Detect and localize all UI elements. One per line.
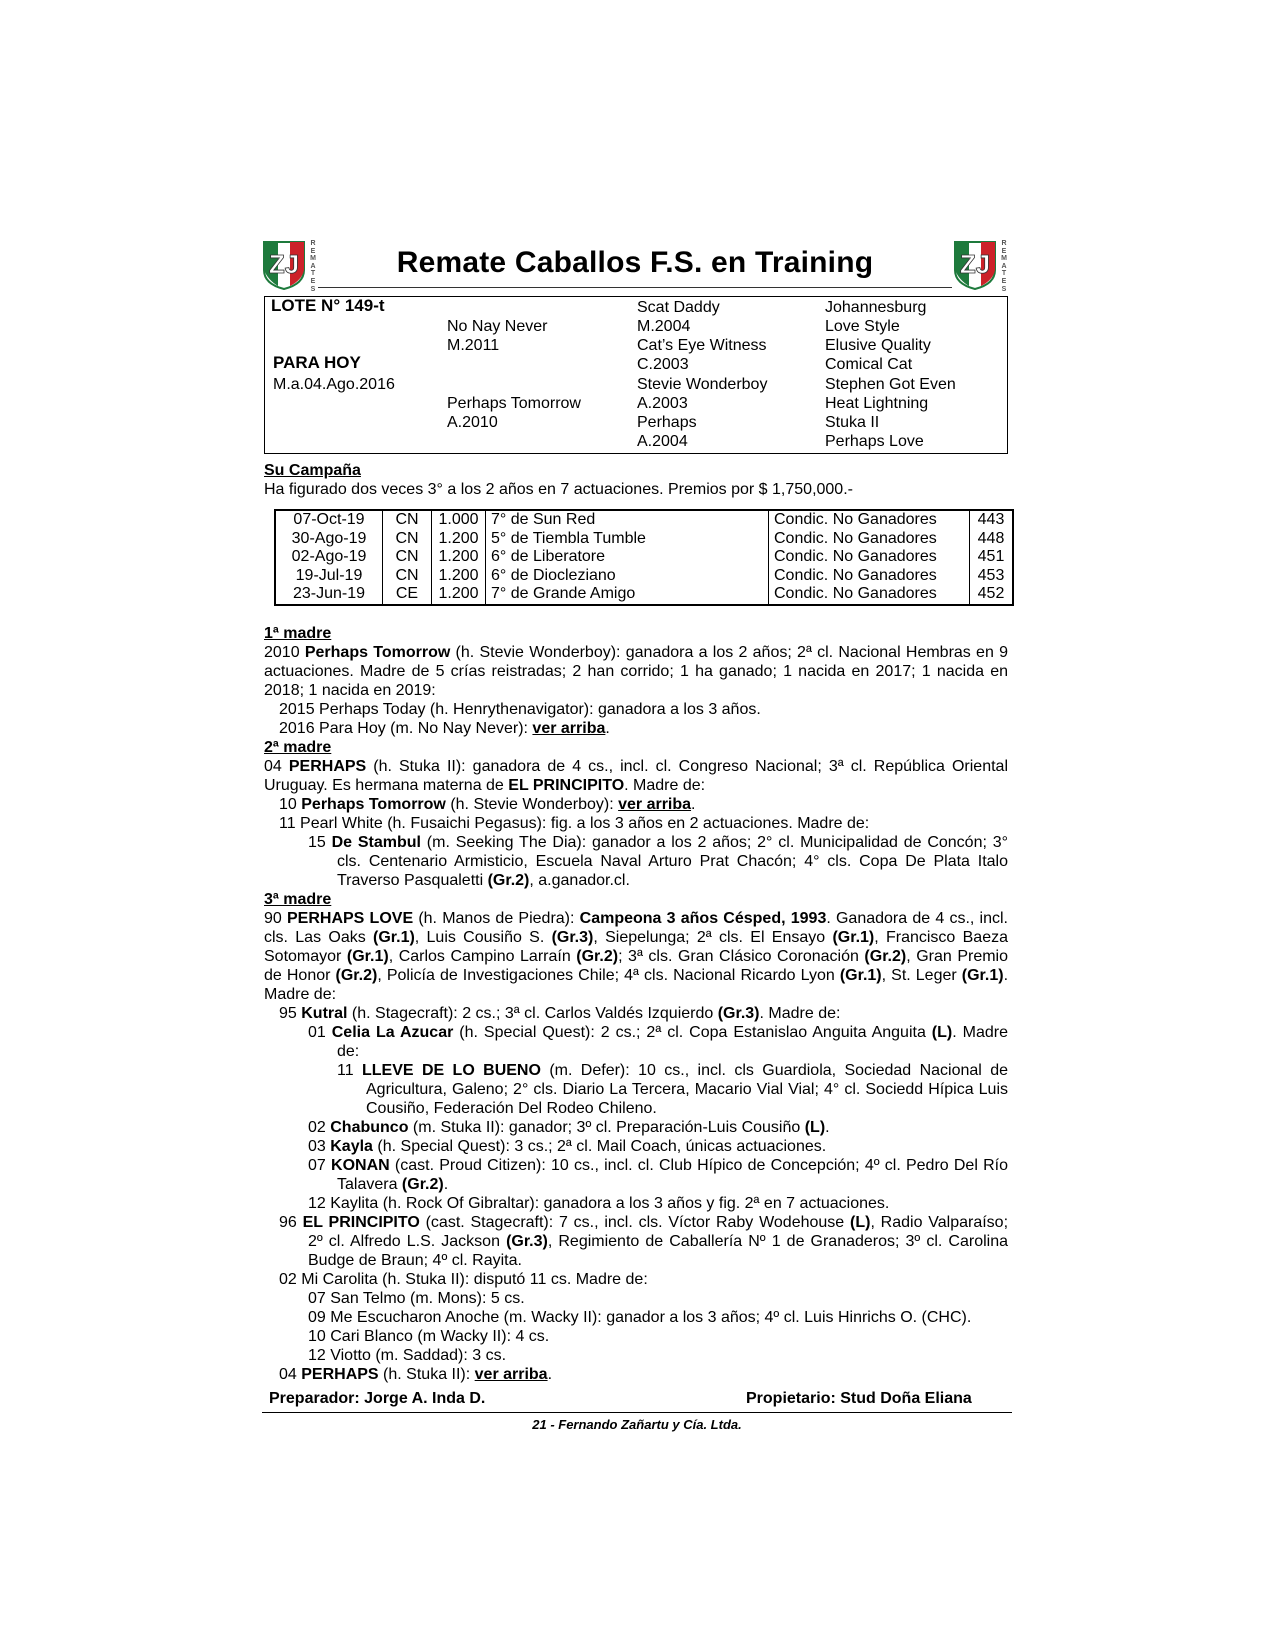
grade: (Gr.3) — [506, 1233, 548, 1250]
text: 04 — [264, 758, 289, 775]
text: (m. Defer): 10 cs., incl. cls Guardiola, Sociedad Nacional de Agricultura, Galeno; 2° cls. Diario La Tercera, Macario Vial Vial; 4° cl. Sociedd Hípica Luis Cousiño, Federación Del Rodeo Chileno. — [366, 1062, 1009, 1117]
gen2-desc: C.2003 — [637, 356, 689, 373]
second-dam-heading: 2ª madre — [264, 739, 332, 756]
trainer: Preparador: Jorge A. Inda D. — [269, 1390, 486, 1407]
text: . Ganadora de 4 cs., incl. cls. Las Oaks — [264, 910, 1009, 946]
text: , Luis Cousiño S. — [414, 929, 552, 946]
race-condition: Condic. No Ganadores — [769, 585, 970, 605]
gen3-name: Elusive Quality — [825, 337, 931, 354]
race-result: 7° de Grande Amigo — [486, 585, 769, 605]
grade: (Gr.1) — [961, 967, 1004, 984]
table-row — [275, 510, 1013, 530]
grade: (Gr.3) — [551, 929, 594, 946]
text: 10 — [279, 796, 302, 813]
text: . Madre de: — [759, 1005, 841, 1022]
race-condition: Condic. No Ganadores — [769, 510, 970, 530]
text: . Madre de: — [264, 967, 1009, 1003]
text: (cast. Stagecraft): 7 cs., incl. cls. Víctor Raby Wodehouse — [419, 1214, 850, 1231]
second-dam-paragraph — [264, 757, 1008, 795]
race-distance: 1.000 — [432, 510, 486, 530]
list-item — [279, 719, 610, 738]
footer-rule — [262, 1412, 1012, 1413]
text: (cast. Proud Citizen): 10 cs., incl. cl. Club Hípico de Concepción; 4º cl. Pedro Del Río Talavera — [337, 1157, 1008, 1193]
text: (m. Stuka II): ganador; 3º cl. Preparación-Luis Cousiño — [408, 1119, 805, 1136]
race-track: CN — [383, 530, 432, 549]
gen3-name: Perhaps Love — [825, 433, 924, 450]
grade: (Gr.2) — [487, 872, 530, 889]
race-condition: Condic. No Ganadores — [769, 567, 970, 586]
horse-desc: M.a.04.Ago.2016 — [273, 376, 395, 393]
text: , a.ganador.cl. — [529, 872, 630, 889]
logo-left — [262, 240, 320, 294]
logo-vertical-text: R E M A T E S — [1001, 240, 1007, 293]
text: (h. Stevie Wonderboy): ganadora a los 2 años; 2ª cl. Nacional Hembras en 9 actuaciones. Madre de 5 crías reistradas; 2 han corrido; 1 ha ganado; 1 nacida en 2017; 1 nacida en 2018; 1 nacida en 2019: — [264, 644, 1008, 699]
logo-vertical-text: R E M A T E S — [310, 240, 316, 293]
text: 07 — [308, 1157, 332, 1174]
text: ; 3ª cls. Gran Clásico Coronación — [618, 948, 865, 965]
race-date: 19-Jul-19 — [295, 566, 363, 584]
horse-name: LLEVE DE LO BUENO — [362, 1062, 541, 1079]
race-date: 23-Jun-19 — [292, 585, 366, 603]
grade: (L) — [804, 1119, 826, 1136]
sire-name: No Nay Never — [447, 318, 548, 335]
zj-shield-icon — [262, 240, 306, 290]
race-distance: 1.200 — [432, 567, 486, 586]
gen3-name: Stephen Got Even — [825, 376, 956, 393]
text: , Siepelunga; 2ª cls. El Ensayo — [593, 929, 833, 946]
text: 95 — [279, 1005, 302, 1022]
logo-right — [953, 240, 1011, 294]
horse-name: EL PRINCIPITO — [508, 777, 625, 794]
text: 04 — [279, 1366, 302, 1383]
list-item: 09 Me Escucharon Anoche (m. Wacky II): ganador a los 3 años; 4º cl. Luis Hinrichs O. (CHC). — [308, 1309, 972, 1326]
text: (h. Stevie Wonderboy): — [445, 796, 619, 813]
list-item: 10 Cari Blanco (m Wacky II): 4 cs. — [308, 1328, 550, 1345]
ver-arriba-link[interactable]: ver arriba — [474, 1366, 548, 1383]
list-item — [279, 1213, 1008, 1270]
gen2-desc: M.2004 — [637, 318, 691, 335]
text: . — [443, 1176, 449, 1193]
text: . Madre de: — [337, 1024, 1008, 1060]
list-item — [308, 1118, 830, 1137]
horse-name: Chabunco — [330, 1119, 409, 1136]
text: , Gran Premio de Honor — [264, 948, 1008, 984]
gen3-name: Comical Cat — [825, 356, 913, 373]
horse-name: KONAN — [331, 1157, 390, 1174]
list-item — [337, 1061, 1008, 1118]
table-row — [275, 585, 1013, 605]
text: 90 — [264, 910, 287, 927]
race-result: 6° de Liberatore — [486, 548, 769, 567]
gen2-name: Stevie Wonderboy — [637, 376, 768, 393]
gen2-name: Scat Daddy — [637, 299, 720, 316]
grade: (Gr.1) — [839, 967, 882, 984]
race-track: CE — [383, 585, 432, 605]
list-item: 12 Kaylita (h. Rock Of Gibraltar): ganadora a los 3 años y fig. 2ª en 7 actuaciones. — [308, 1195, 890, 1212]
text: . — [547, 1366, 553, 1383]
grade: (Gr.2) — [335, 967, 378, 984]
text: , St. Leger — [881, 967, 962, 984]
grade: (Gr.2) — [864, 948, 907, 965]
svg-text:ZJ: ZJ — [268, 249, 300, 279]
text: 2016 Para Hoy (m. No Nay Never): — [279, 720, 533, 737]
horse-name: PARA HOY — [273, 353, 361, 372]
table-row — [275, 548, 1013, 567]
horse-name: Kutral — [301, 1005, 348, 1022]
grade: (Gr.1) — [373, 929, 415, 946]
gen2-desc: A.2004 — [637, 433, 688, 450]
grade: (L) — [850, 1214, 871, 1231]
table-row — [275, 530, 1013, 549]
race-track: CN — [383, 548, 432, 567]
race-distance: 1.200 — [432, 530, 486, 549]
grade: (L) — [931, 1024, 953, 1041]
list-item — [308, 1137, 826, 1156]
race-result: 7° de Sun Red — [486, 510, 769, 530]
list-item — [279, 1365, 552, 1384]
first-dam-heading: 1ª madre — [264, 625, 332, 642]
text: 15 — [308, 834, 332, 851]
race-weight: 448 — [970, 530, 1014, 549]
ver-arriba-link[interactable]: ver arriba — [532, 720, 606, 737]
race-result: 5° de Tiembla Tumble — [486, 530, 769, 549]
horse-name: Celia La Azucar — [331, 1024, 454, 1041]
race-track: CN — [383, 510, 432, 530]
gen2-desc: A.2003 — [637, 395, 688, 412]
list-item — [308, 1156, 1008, 1194]
text: . — [825, 1119, 830, 1136]
page-footer: 21 - Fernando Zañartu y Cía. Ltda. — [532, 1417, 742, 1432]
list-item: 12 Viotto (m. Saddad): 3 cs. — [308, 1347, 507, 1364]
text: 11 — [337, 1062, 362, 1079]
horse-name: PERHAPS LOVE — [287, 910, 414, 927]
race-weight: 452 — [970, 585, 1014, 605]
text: , Francisco Baeza Sotomayor — [264, 929, 1008, 965]
horse-name: PERHAPS — [288, 758, 367, 775]
dam-desc: A.2010 — [447, 414, 498, 431]
race-weight: 451 — [970, 548, 1014, 567]
race-distance: 1.200 — [432, 548, 486, 567]
gen2-name: Perhaps — [637, 414, 697, 431]
text: . — [605, 720, 610, 737]
race-result: 6° de Diocleziano — [486, 567, 769, 586]
list-item: 07 San Telmo (m. Mons): 5 cs. — [308, 1290, 525, 1307]
zj-shield-icon — [953, 240, 997, 290]
list-item — [279, 1004, 840, 1023]
text: (h. Stuka II): — [378, 1366, 475, 1383]
text: 96 — [279, 1214, 303, 1231]
text: , Policía de Investigaciones Chile; 4ª cls. Nacional Ricardo Lyon — [377, 967, 840, 984]
page-title: Remate Caballos F.S. en Training — [396, 246, 874, 279]
year: 2010 — [264, 644, 300, 661]
campaign-table — [274, 509, 1014, 606]
text: (h. Special Quest): 3 cs.; 2ª cl. Mail Coach, únicas actuaciones. — [372, 1138, 827, 1155]
race-condition: Condic. No Ganadores — [769, 548, 970, 567]
grade: (Gr.1) — [346, 948, 389, 965]
pedigree-box — [264, 296, 1008, 454]
campaign-summary: Ha figurado dos veces 3° a los 2 años en 7 actuaciones. Premios por $ 1,750,000.- — [264, 481, 853, 498]
text: (m. Seeking The Dia): ganador a los 2 años; 2° cl. Municipalidad de Concón; 3° cls. Centenario Armisticio, Escuela Naval Arturo Prat Chacón; 4° cls. Copa De Plata Italo Traverso Pasqualetti — [337, 834, 1009, 889]
race-date: 30-Ago-19 — [291, 529, 367, 547]
list-item: 02 Mi Carolita (h. Stuka II): disputó 11 cs. Madre de: — [279, 1271, 648, 1288]
list-item — [308, 1023, 1008, 1061]
dam-name: Perhaps Tomorrow — [447, 395, 581, 412]
title-rule — [318, 287, 952, 288]
text: 02 — [308, 1119, 331, 1136]
third-dam-heading: 3ª madre — [264, 891, 332, 908]
gen3-name: Love Style — [825, 318, 900, 335]
gen2-name: Cat’s Eye Witness — [637, 337, 767, 354]
gen3-name: Heat Lightning — [825, 395, 929, 412]
first-dam-paragraph — [264, 643, 1008, 700]
race-weight: 443 — [970, 510, 1014, 530]
list-item — [279, 795, 696, 814]
text: . — [691, 796, 696, 813]
race-track: CN — [383, 567, 432, 586]
race-date: 02-Ago-19 — [291, 548, 367, 566]
sire-desc: M.2011 — [447, 337, 500, 354]
grade: (Gr.2) — [576, 948, 619, 965]
grade: (Gr.3) — [717, 1005, 760, 1022]
gen3-name: Stuka II — [825, 414, 880, 431]
championship: Campeona 3 años Césped, 1993 — [579, 910, 827, 927]
horse-name: Perhaps Tomorrow — [301, 796, 446, 813]
race-date: 07-Oct-19 — [293, 511, 365, 528]
text: , Regimiento de Caballería Nº 1 de Granaderos; 3º cl. Carolina Budge de Braun; 4º cl. Rayita. — [308, 1233, 1009, 1269]
ver-arriba-link[interactable]: ver arriba — [618, 796, 692, 813]
third-dam-paragraph — [264, 909, 1008, 1004]
grade: (Gr.2) — [401, 1176, 444, 1193]
horse-name: De Stambul — [331, 834, 421, 851]
campaign-heading: Su Campaña — [264, 462, 361, 479]
text: (h. Special Quest): 2 cs.; 2ª cl. Copa Estanislao Anguita Anguita — [453, 1024, 932, 1041]
lot-number: LOTE N° 149-t — [271, 296, 385, 315]
text: 01 — [308, 1024, 332, 1041]
horse-name: EL PRINCIPITO — [302, 1214, 420, 1231]
gen3-name: Johannesburg — [825, 299, 927, 316]
table-row — [275, 567, 1013, 586]
race-distance: 1.200 — [432, 585, 486, 605]
text: (h. Manos de Piedra): — [413, 910, 580, 927]
text: , Radio Valparaíso; 2º cl. Alfredo L.S. Jackson — [308, 1214, 1009, 1250]
text: 03 — [308, 1138, 331, 1155]
horse-name: Perhaps Tomorrow — [304, 644, 451, 661]
list-item: 2015 Perhaps Today (h. Henrythenavigator): ganadora a los 3 años. — [279, 701, 761, 718]
list-item — [308, 833, 1008, 890]
horse-name: Kayla — [330, 1138, 373, 1155]
text: (h. Stuka II): ganadora de 4 cs., incl. cl. Congreso Nacional; 3ª cl. República Oriental Uruguay. Es hermana materna de — [264, 758, 1008, 794]
text: . Madre de: — [624, 777, 706, 794]
list-item: 11 Pearl White (h. Fusaichi Pegasus): fig. a los 3 años en 2 actuaciones. Madre de: — [279, 815, 870, 832]
grade: (Gr.1) — [832, 929, 875, 946]
text: , Carlos Campino Larraín — [388, 948, 577, 965]
text: (h. Stagecraft): 2 cs.; 3ª cl. Carlos Valdés Izquierdo — [347, 1005, 718, 1022]
race-weight: 453 — [970, 567, 1014, 586]
svg-text:ZJ: ZJ — [959, 249, 991, 279]
horse-name: PERHAPS — [301, 1366, 379, 1383]
race-condition: Condic. No Ganadores — [769, 530, 970, 549]
owner: Propietario: Stud Doña Eliana — [746, 1390, 972, 1407]
